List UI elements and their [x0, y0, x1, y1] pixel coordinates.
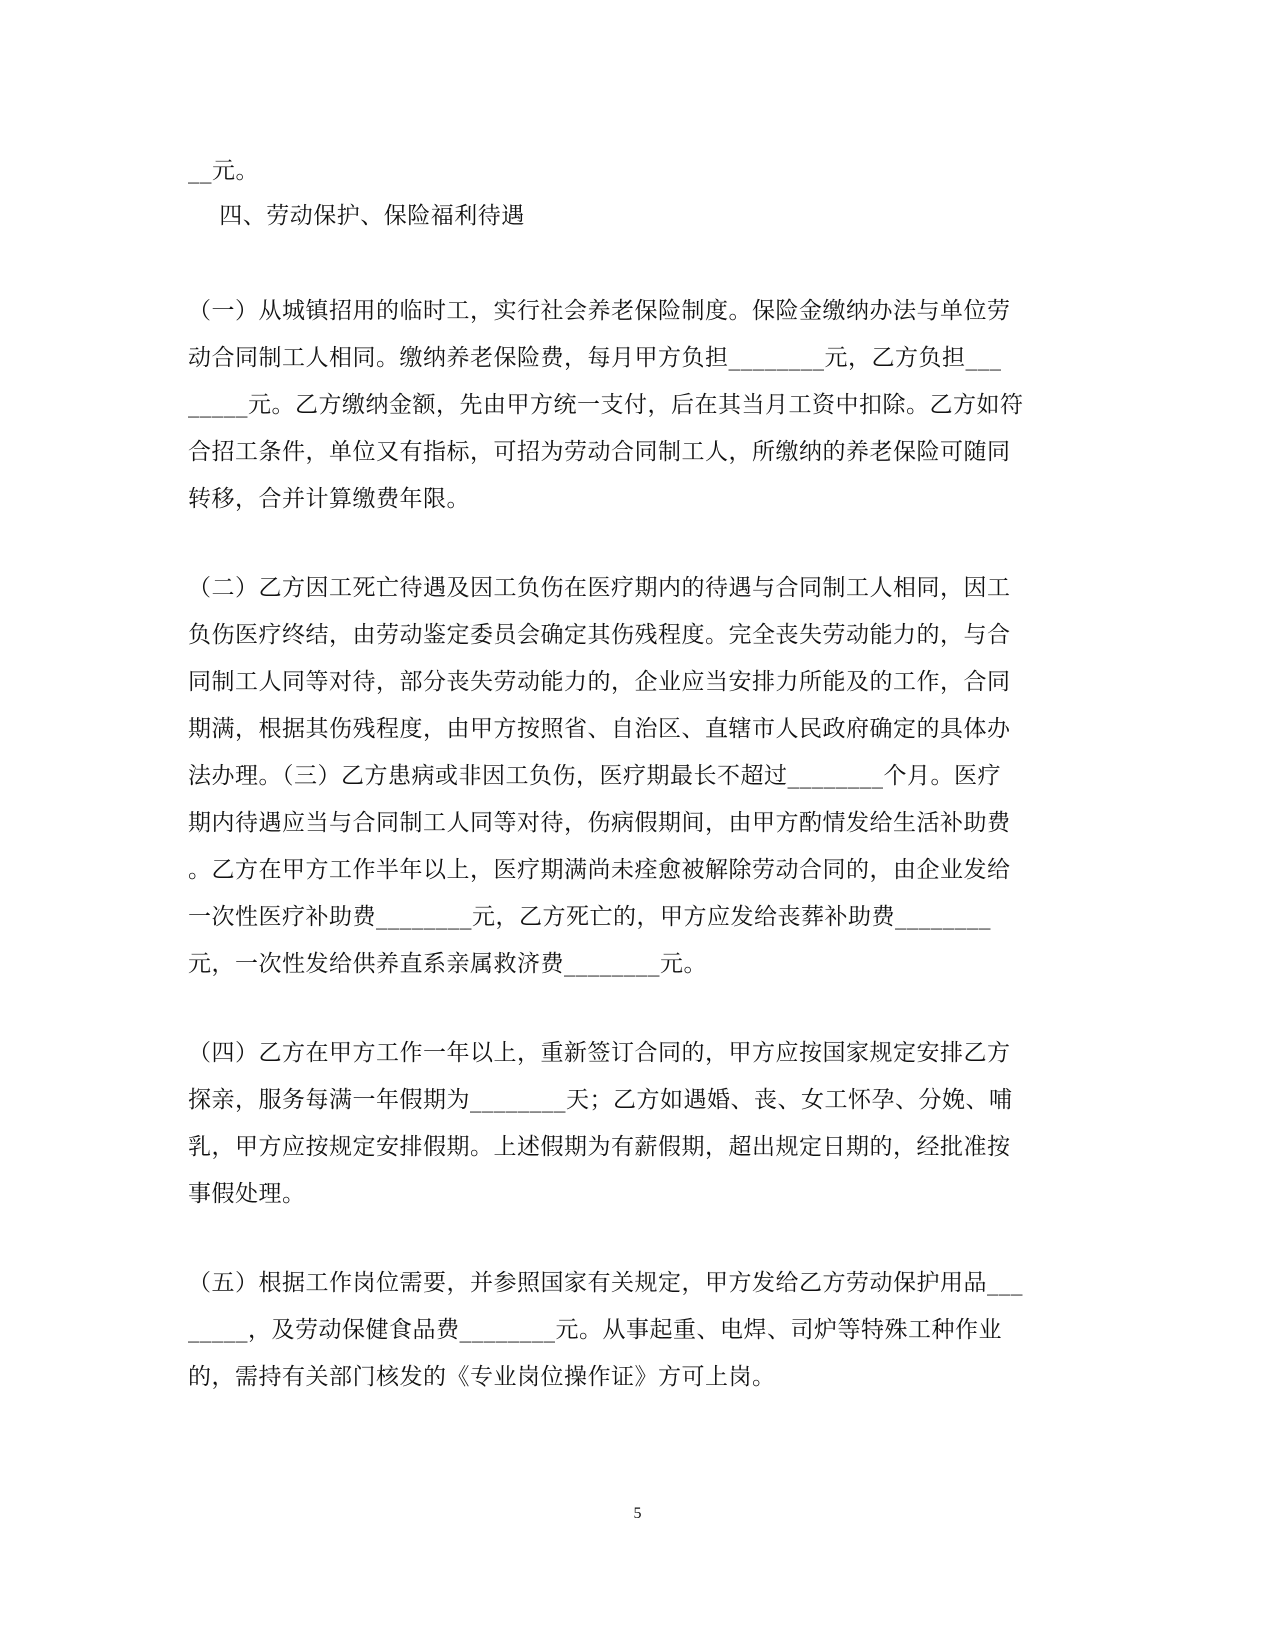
text-line: _____，及劳动保健食品费________元。从事起重、电焊、司炉等特殊工种作业: [188, 1317, 1002, 1343]
text-line: 法办理。（三）乙方患病或非因工负伤，医疗期最长不超过________个月。医疗: [188, 763, 1001, 789]
page-number: 5: [633, 1505, 642, 1522]
text-line: 负伤医疗终结，由劳动鉴定委员会确定其伤残程度。完全丧失劳动能力的，与合: [188, 622, 1011, 648]
section-heading: 四、劳动保护、保险福利待遇: [188, 203, 525, 229]
text-line: _____元。乙方缴纳金额，先由甲方统一支付，后在其当月工资中扣除。乙方如符: [188, 392, 1024, 418]
text-line: 合招工条件，单位又有指标，可招为劳动合同制工人，所缴纳的养老保险可随同: [188, 439, 1011, 465]
text-line: （四）乙方在甲方工作一年以上，重新签订合同的，甲方应按国家规定安排乙方: [188, 1040, 1011, 1066]
text-line: 期内待遇应当与合同制工人同等对待，伤病假期间，由甲方酌情发给生活补助费: [188, 810, 1011, 836]
text-line: （一）从城镇招用的临时工，实行社会养老保险制度。保险金缴纳办法与单位劳: [188, 298, 1011, 324]
text-line: 乳，甲方应按规定安排假期。上述假期为有薪假期，超出规定日期的，经批准按: [188, 1134, 1011, 1160]
text-line: 同制工人同等对待，部分丧失劳动能力的，企业应当安排力所能及的工作，合同: [188, 669, 1011, 695]
text-line: 。乙方在甲方工作半年以上，医疗期满尚未痊愈被解除劳动合同的，由企业发给: [188, 857, 1011, 883]
text-line: 期满，根据其伤残程度，由甲方按照省、自治区、直辖市人民政府确定的具体办: [188, 716, 1011, 742]
text-line: （五）根据工作岗位需要，并参照国家有关规定，甲方发给乙方劳动保护用品___: [188, 1270, 1023, 1296]
text-line: 事假处理。: [188, 1181, 306, 1207]
text-line: 探亲，服务每满一年假期为________天；乙方如遇婚、丧、女工怀孕、分娩、哺: [188, 1087, 1013, 1113]
text-line: 元，一次性发给供养直系亲属救济费________元。: [188, 951, 707, 977]
text-line: 转移，合并计算缴费年限。: [188, 486, 470, 512]
text-line: 的，需持有关部门核发的《专业岗位操作证》方可上岗。: [188, 1364, 776, 1390]
text-line: __元。: [188, 158, 259, 184]
text-line: 动合同制工人相同。缴纳养老保险费，每月甲方负担________元，乙方负担___: [188, 345, 1002, 371]
text-line: （二）乙方因工死亡待遇及因工负伤在医疗期内的待遇与合同制工人相同，因工: [188, 575, 1011, 601]
text-line: 一次性医疗补助费________元，乙方死亡的，甲方应发给丧葬补助费________: [188, 904, 991, 930]
